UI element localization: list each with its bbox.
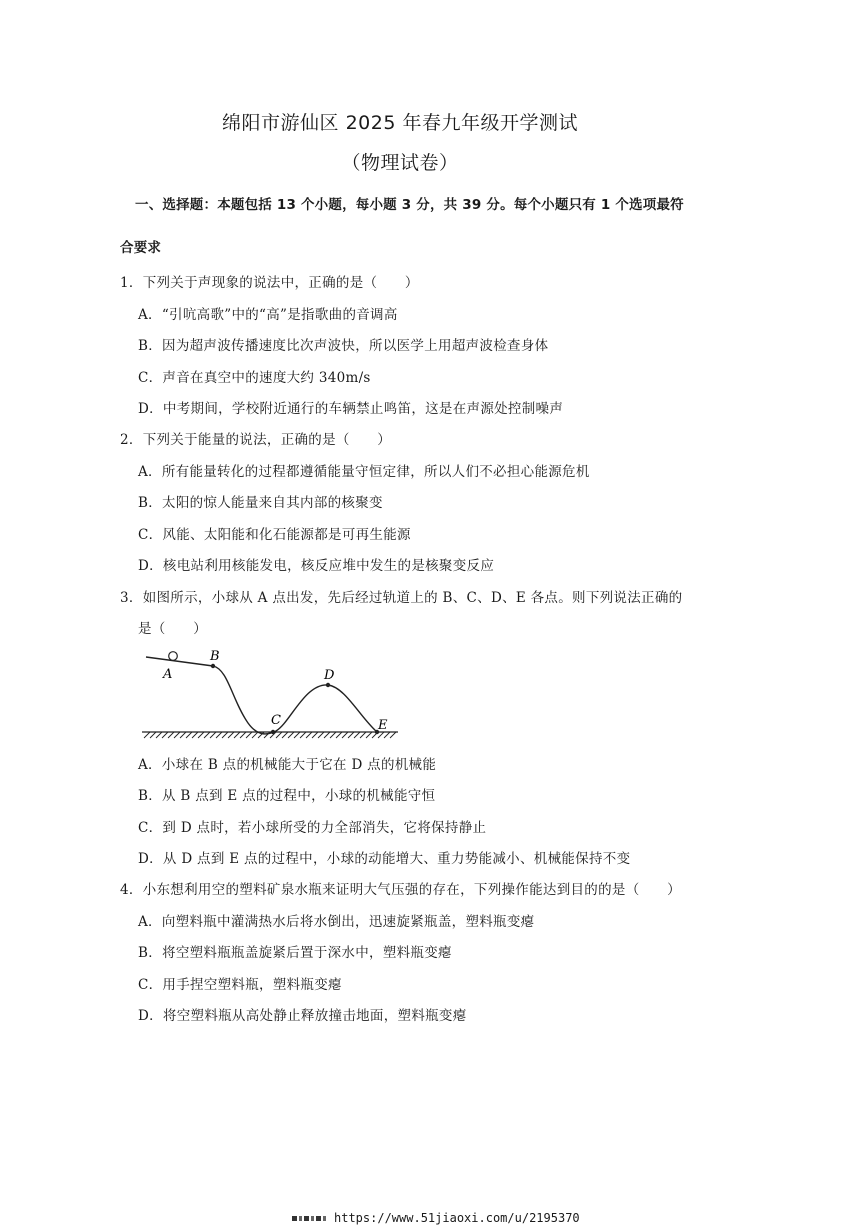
question-3-option-d: D．从 D 点到 E 点的过程中，小球的动能增大、重力势能减小、机械能保持不变 <box>138 851 631 867</box>
question-3-stem-continued: 是（ ） <box>138 621 207 637</box>
section-heading-continued: 合要求 <box>120 240 162 256</box>
question-4-option-a: A．向塑料瓶中灌满热水后将水倒出，迅速旋紧瓶盖，塑料瓶变瘪 <box>138 914 535 930</box>
question-1-option-c: C．声音在真空中的速度大约 340m/s <box>138 370 371 386</box>
point-b-marker <box>211 664 215 668</box>
question-3-stem: 3．如图所示，小球从 A 点出发，先后经过轨道上的 B、C、D、E 各点。则下列说法正确的 <box>120 590 683 606</box>
footer-watermark <box>292 1211 580 1225</box>
exam-title: 绵阳市游仙区 2025 年春九年级开学测试 <box>222 112 578 134</box>
question-1-option-a: A．“引吭高歌”中的“高”是指歌曲的音调高 <box>138 307 398 323</box>
footer-url[interactable]: https://www.51jiaoxi.com/u/2195370 <box>334 1211 580 1225</box>
question-1-option-d: D．中考期间，学校附近通行的车辆禁止鸣笛，这是在声源处控制噪声 <box>138 401 564 417</box>
track-diagram <box>140 645 402 745</box>
question-1-option-b: B．因为超声波传播速度比次声波快，所以医学上用超声波检查身体 <box>138 338 549 354</box>
question-3-option-c: C．到 D 点时，若小球所受的力全部消失，它将保持静止 <box>138 820 487 836</box>
question-2-option-d: D．核电站利用核能发电，核反应堆中发生的是核聚变反应 <box>138 558 495 574</box>
label-e: E <box>378 718 388 733</box>
label-d: D <box>324 668 335 683</box>
point-c-marker <box>271 730 275 734</box>
track-curve <box>146 657 377 734</box>
label-a: A <box>163 667 173 682</box>
question-4-stem: 4．小东想利用空的塑料矿泉水瓶来证明大气压强的存在，下列操作能达到目的的是（ ） <box>120 882 681 898</box>
label-c: C <box>271 713 281 728</box>
question-4-option-b: B．将空塑料瓶瓶盖旋紧后置于深水中，塑料瓶变瘪 <box>138 945 452 961</box>
label-b: B <box>210 649 220 664</box>
question-2-option-a: A．所有能量转化的过程都遵循能量守恒定律，所以人们不必担心能源危机 <box>138 464 590 480</box>
question-3-option-b: B．从 B 点到 E 点的过程中，小球的机械能守恒 <box>138 788 436 804</box>
ball <box>169 652 178 661</box>
question-2-stem: 2．下列关于能量的说法，正确的是（ ） <box>120 432 392 448</box>
question-2-option-c: C．风能、太阳能和化石能源都是可再生能源 <box>138 527 411 543</box>
point-d-marker <box>326 683 330 687</box>
watermark-logo-icon <box>292 1216 328 1221</box>
question-4-option-c: C．用手捏空塑料瓶，塑料瓶变瘪 <box>138 977 342 993</box>
question-4-option-d: D．将空塑料瓶从高处静止释放撞击地面，塑料瓶变瘪 <box>138 1008 467 1024</box>
exam-subtitle: （物理试卷） <box>341 152 459 174</box>
section-heading: 一、选择题：本题包括 13 个小题，每小题 3 分，共 39 分。每个小题只有 1 个选项最符 <box>135 197 684 213</box>
question-1-stem: 1．下列关于声现象的说法中，正确的是（ ） <box>120 275 419 291</box>
question-2-option-b: B．太阳的惊人能量来自其内部的核聚变 <box>138 495 383 511</box>
question-3-option-a: A．小球在 B 点的机械能大于它在 D 点的机械能 <box>138 757 437 773</box>
